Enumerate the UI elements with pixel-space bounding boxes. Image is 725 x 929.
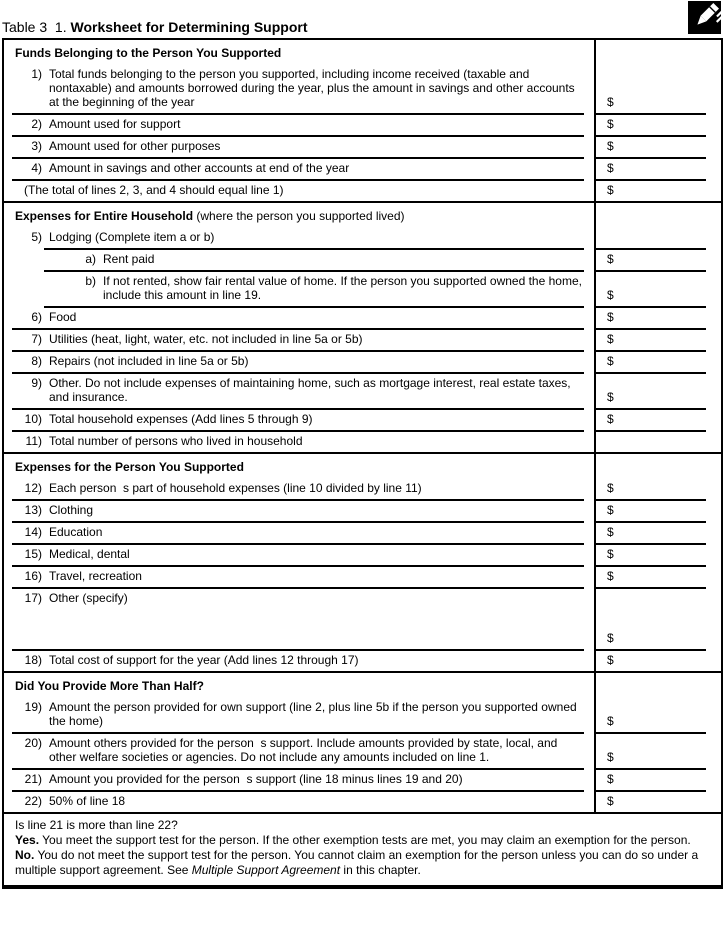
table-row-line18 (4, 649, 721, 671)
row-text: Amount you provided for the person s support (line 18 minus lines 19 and 20) (49, 772, 463, 786)
worksheet-footer (4, 812, 721, 885)
table-row-line9 (4, 372, 721, 408)
amount-cell (594, 179, 721, 201)
amount-cell (594, 673, 721, 696)
row-text: Food (49, 310, 77, 324)
dollar-sign: $ (607, 412, 614, 426)
amount-cell (594, 203, 721, 226)
section-more-than-half (4, 671, 721, 812)
table-row-line5b (4, 270, 721, 306)
row-text: Total funds belonging to the person you supported, including income received (taxable and nontaxable) and amounts borrowed during the year, plus the amount in savings and other accounts at the beginning of the year (49, 67, 579, 109)
section-header-row (4, 40, 721, 63)
row-number: 4) (31, 161, 42, 175)
no-label: No. (15, 848, 35, 862)
row-text: Rent paid (103, 252, 155, 266)
row-number: 5) (31, 230, 42, 244)
row-number: 2) (31, 117, 42, 131)
dollar-sign: $ (607, 310, 614, 324)
dollar-sign: $ (607, 139, 614, 153)
yes-label: Yes. (15, 833, 40, 847)
amount-cell (594, 499, 721, 521)
row-number: 3) (31, 139, 42, 153)
amount-cell (594, 649, 721, 671)
row-number: 18) (24, 653, 42, 667)
dollar-sign: $ (607, 95, 614, 109)
row-text: Clothing (49, 503, 94, 517)
row-number: 20) (24, 736, 42, 750)
table-row-line4 (4, 157, 721, 179)
row-text: Utilities (heat, light, water, etc. not included in line 5a or 5b) (49, 332, 363, 346)
section-header: Funds Belonging to the Person You Supported (15, 46, 282, 60)
row-number: 7) (31, 332, 42, 346)
amount-cell (594, 157, 721, 179)
page-title-main: Worksheet for Determining Support (70, 19, 308, 35)
table-row-line21 (4, 768, 721, 790)
table-row-line15 (4, 543, 721, 565)
table-row-total-2-3-4 (4, 179, 721, 201)
row-number: 1) (31, 67, 42, 81)
row-text: Repairs (not included in line 5a or 5b) (49, 354, 249, 368)
row-text: Each person s part of household expenses (line 10 divided by line 11) (49, 481, 422, 495)
row-number: 9) (31, 376, 42, 390)
section-header: Expenses for Entire Household (where the person you supported lived) (15, 209, 405, 223)
amount-cell (594, 226, 721, 248)
table-row-line1 (4, 63, 721, 113)
amount-cell (594, 248, 721, 270)
dollar-sign: $ (607, 750, 614, 764)
no-text-2: in this chapter. (340, 863, 421, 877)
footer-no-line (15, 848, 711, 878)
section-household-expenses (4, 201, 721, 452)
amount-cell (594, 135, 721, 157)
row-text: Amount the person provided for own support (line 2, plus line 5b if the person you supported owned the home) (49, 700, 581, 728)
row-number: 15) (24, 547, 42, 561)
row-text: Lodging (Complete item a or b) (49, 230, 215, 244)
dollar-sign: $ (607, 183, 614, 197)
dollar-sign: $ (607, 525, 614, 539)
table-row-line12 (4, 477, 721, 499)
pencil-icon (688, 1, 721, 34)
row-number: 6) (31, 310, 42, 324)
row-text: Amount used for support (49, 117, 181, 131)
page-header (2, 0, 723, 38)
row-number: 11) (25, 434, 42, 448)
amount-cell (594, 430, 721, 452)
amount-cell (594, 768, 721, 790)
table-row-line11 (4, 430, 721, 452)
row-text: (The total of lines 2, 3, and 4 should equal line 1) (24, 183, 284, 197)
row-number: 8) (31, 354, 42, 368)
section-header-row (4, 454, 721, 477)
amount-cell (594, 790, 721, 812)
section-funds-belonging (4, 40, 721, 201)
dollar-sign: $ (607, 252, 614, 266)
section-header: Expenses for the Person You Supported (15, 460, 244, 474)
row-letter: b) (85, 274, 96, 288)
table-row-line16 (4, 565, 721, 587)
amount-cell (594, 270, 721, 306)
row-number (4, 179, 24, 201)
row-number: 12) (24, 481, 42, 495)
page-title (2, 19, 307, 35)
no-text-italic: Multiple Support Agreement (191, 863, 341, 877)
row-number: 16) (24, 569, 42, 583)
row-text: Amount used for other purposes (49, 139, 221, 153)
footer-question: Is line 21 is more than line 22? (15, 818, 178, 832)
amount-cell (594, 113, 721, 135)
amount-cell (594, 521, 721, 543)
row-number: 22) (24, 794, 42, 808)
row-text: Travel, recreation (49, 569, 142, 583)
section-header: Did You Provide More Than Half? (15, 679, 204, 693)
amount-cell (594, 350, 721, 372)
support-worksheet-table (2, 38, 723, 889)
amount-cell (594, 372, 721, 408)
table-row-line5a (4, 248, 721, 270)
dollar-sign: $ (607, 653, 614, 667)
row-number: 19) (24, 700, 42, 714)
row-text: Other. Do not include expenses of maintaining home, such as mortgage interest, real estate taxes, and insurance. (49, 376, 574, 404)
amount-cell (594, 408, 721, 430)
dollar-sign: $ (607, 288, 614, 302)
amount-cell (594, 565, 721, 587)
amount-cell (594, 63, 721, 113)
row-text: 50% of line 18 (49, 794, 126, 808)
amount-cell (594, 328, 721, 350)
amount-cell (594, 454, 721, 477)
footer-yes-line (15, 833, 711, 848)
dollar-sign: $ (607, 772, 614, 786)
table-row-line5 (4, 226, 721, 248)
table-row-line3 (4, 135, 721, 157)
row-number: 14) (24, 525, 42, 539)
table-row-line22 (4, 790, 721, 812)
row-text: Education (49, 525, 103, 539)
amount-cell (594, 696, 721, 732)
dollar-sign: $ (607, 354, 614, 368)
section-person-expenses (4, 452, 721, 671)
table-row-line14 (4, 521, 721, 543)
row-text: Medical, dental (49, 547, 130, 561)
dollar-sign: $ (607, 161, 614, 175)
no-text-1: You do not meet the support test for the person. You cannot claim an exemption for the person unless you can do so under a multiple support agreement. See (15, 848, 702, 877)
dollar-sign: $ (607, 503, 614, 517)
row-number: 13) (24, 503, 42, 517)
table-row-line8 (4, 350, 721, 372)
amount-cell (594, 732, 721, 768)
table-row-line7 (4, 328, 721, 350)
row-text: Other (specify) (49, 591, 128, 605)
dollar-sign: $ (607, 631, 614, 645)
row-text: Amount in savings and other accounts at end of the year (49, 161, 350, 175)
table-row-line19 (4, 696, 721, 732)
page-title-prefix: Table 3 1. (2, 19, 71, 35)
row-text: Total cost of support for the year (Add lines 12 through 17) (49, 653, 359, 667)
amount-cell (594, 543, 721, 565)
table-row-line10 (4, 408, 721, 430)
row-number: 10) (24, 412, 42, 426)
section-header-row (4, 203, 721, 226)
dollar-sign: $ (607, 794, 614, 808)
row-number: 21) (24, 772, 42, 786)
yes-text: You meet the support test for the person. If the other exemption tests are met, you may claim an exemption for the person. (39, 833, 691, 847)
dollar-sign: $ (607, 117, 614, 131)
amount-cell (594, 477, 721, 499)
row-number: 17) (24, 591, 42, 605)
dollar-sign: $ (607, 547, 614, 561)
amount-cell (594, 40, 721, 63)
table-row-line13 (4, 499, 721, 521)
dollar-sign: $ (607, 332, 614, 346)
dollar-sign: $ (607, 569, 614, 583)
section-header-row (4, 673, 721, 696)
row-text: Total household expenses (Add lines 5 through 9) (49, 412, 313, 426)
dollar-sign: $ (607, 481, 614, 495)
amount-cell (594, 587, 721, 649)
table-row-line2 (4, 113, 721, 135)
table-row-line17 (4, 587, 721, 649)
row-text: If not rented, show fair rental value of home. If the person you supported owned the home, include this amount in line 19. (103, 274, 586, 302)
row-text: Amount others provided for the person s support. Include amounts provided by state, local, and other welfare societies or agencies. Do not include any amounts included on line 1. (49, 736, 561, 764)
amount-cell (594, 306, 721, 328)
dollar-sign: $ (607, 714, 614, 728)
row-letter: a) (85, 252, 96, 266)
dollar-sign: $ (607, 390, 614, 404)
row-text: Total number of persons who lived in household (49, 434, 303, 448)
table-row-line20 (4, 732, 721, 768)
table-row-line6 (4, 306, 721, 328)
